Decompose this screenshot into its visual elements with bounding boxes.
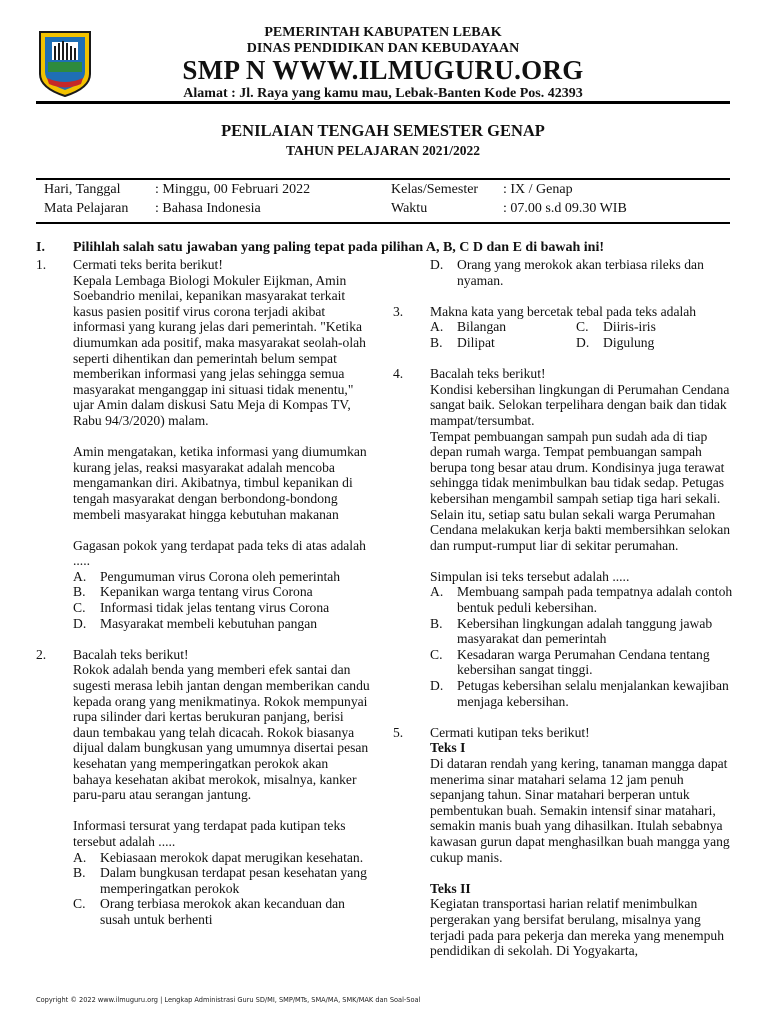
passage-paragraph: Rokok adalah benda yang memberi efek santai dan sugesti merasa lebih jantan dengan memberikan candu kepada orang yang menikmatinya. Rokok mempunyai rupa silinder dari kertas berukuran panjang, berisi daun tembakau yang telah dicacah. Rokok biasanya dijual dalam bungkusan yang umumnya disertai pesan kesehatan yang memperingatkan perokok akan bahaya kesehatan akibat merokok, misalnya, kanker paru-paru atau serangan jantung.: [73, 662, 370, 803]
option-text: Kebersihan lingkungan adalah tanggung jawab masyarakat dan pemerintah: [457, 615, 713, 647]
passage-paragraph: Amin mengatakan, ketika informasi yang diumumkan kurang jelas, reaksi masyarakat adalah mencoba mengamankan diri. Akibatnya, timbul kepanikan di tengah masyarakat dengan berbondong-bondong membeli masyarakat hingga kebutuhan makanan: [73, 444, 367, 522]
option-letter: D.: [73, 615, 87, 631]
option-text: Orang yang merokok akan terbiasa rileks dan nyaman.: [457, 257, 704, 288]
question-intro: Cermati teks berita berikut!: [73, 257, 223, 272]
option-text: Pengumuman virus Corona oleh pemerintah: [100, 568, 341, 584]
option-d[interactable]: [430, 678, 733, 709]
question-number: 3.: [393, 303, 404, 319]
option-letter: D.: [430, 257, 444, 272]
question-number: 5.: [393, 724, 404, 740]
school-name: SMP N WWW.ILMUGURU.ORG: [182, 55, 584, 85]
option-b[interactable]: [430, 616, 733, 647]
section-number: I.: [36, 240, 45, 255]
section-instruction: Pilihlah salah satu jawaban yang paling tepat pada pilihan A, B, C D dan E di bawah ini!: [73, 240, 605, 255]
question-number: 1.: [36, 257, 47, 272]
government-name: PEMERINTAH KABUPATEN LEBAK: [264, 25, 502, 40]
question-intro: Bacalah teks berikut!: [73, 646, 189, 662]
exam-year: TAHUN PELAJARAN 2021/2022: [285, 143, 480, 158]
right-column: [393, 257, 733, 959]
option-b[interactable]: [73, 865, 370, 896]
option-c[interactable]: [430, 647, 733, 678]
text-one-title: Teks I: [430, 740, 466, 756]
option-letter: C.: [73, 600, 86, 616]
question-prompt: Informasi tersurat yang terdapat pada kutipan teks tersebut adalah .....: [73, 818, 346, 849]
option-text: Orang terbiasa merokok akan kecanduan dan susah untuk berhenti: [100, 896, 345, 927]
option-text[interactable]: Digulung: [603, 334, 655, 350]
option-letter: B.: [73, 865, 86, 881]
page-footer: Copyright © 2022 www.ilmuguru.org | Lengkap Administrasi Guru SD/MI, SMP/MTs, SMA/MA, SMK/MAK dan Soal-Soal: [36, 996, 421, 1004]
time-label: Waktu: [391, 201, 428, 216]
option-row: [430, 319, 733, 335]
letterhead-divider: [36, 101, 730, 104]
department-name: DINAS PENDIDIKAN DAN KEBUDAYAAN: [246, 41, 520, 56]
school-address: Alamat : Jl. Raya yang kamu mau, Lebak-Banten Kode Pos. 42393: [183, 86, 583, 101]
option-text: Kesadaran warga Perumahan Cendana tentang kebersihan sangat tinggi.: [457, 646, 710, 678]
option-row: [430, 335, 733, 351]
option-letter: D.: [430, 678, 444, 694]
option-letter: C.: [576, 319, 589, 335]
option-letter: C.: [430, 646, 443, 662]
option-text: Kebiasaan merokok dapat merugikan kesehatan.: [100, 849, 364, 865]
info-top-rule: [36, 178, 730, 180]
option-letter: A.: [430, 319, 444, 335]
question-number: 2.: [36, 646, 47, 662]
question-intro: Cermati kutipan teks berikut!: [430, 724, 590, 740]
question-number: 4.: [393, 366, 404, 382]
question-2: [36, 647, 370, 928]
question-prompt: Gagasan pokok yang terdapat pada teks di atas adalah .....: [73, 537, 366, 569]
passage-paragraph: Kondisi kebersihan lingkungan di Perumahan Cendana sangat baik. Selokan terpelihara dengan baik dan tidak mampat/tersumbat.: [430, 381, 730, 428]
exam-title: PENILAIAN TENGAH SEMESTER GENAP: [221, 121, 545, 140]
option-text: Petugas kebersihan selalu menjalankan kewajiban menjaga kebersihan.: [457, 678, 729, 709]
option-letter: B.: [430, 615, 443, 631]
option-text: Dalam bungkusan terdapat pesan kesehatan yang memperingatkan perokok: [100, 865, 367, 896]
option-text[interactable]: Diiris-iris: [603, 319, 656, 335]
option-letter: C.: [73, 896, 86, 912]
question-prompt: Simpulan isi teks tersebut adalah .....: [430, 568, 630, 584]
option-text: Membuang sampah pada tempatnya adalah contoh bentuk peduli kebersihan.: [457, 584, 733, 616]
text-one-body: Di dataran rendah yang kering, tanaman mangga dapat menerima sinar matahari selama 12 jam penuh sepanjang tahun. Sinar matahari berperan untuk pembentukan buah. Semakin intensif sinar matahari, semakin manis buah yang dihasilkan. Itulah sebabnya kawasan gurun dapat menghasilkan buah mangga yang cukup manis.: [430, 756, 730, 865]
option-a[interactable]: [430, 584, 733, 615]
question-2-continued: [393, 257, 733, 288]
option-text: Kepanikan warga tentang virus Corona: [100, 584, 313, 600]
question-1: [36, 257, 370, 631]
option-letter: A.: [430, 584, 444, 600]
option-letter: D.: [576, 334, 590, 350]
option-c[interactable]: [73, 896, 370, 927]
option-text[interactable]: Dilipat: [457, 334, 495, 350]
question-intro: Bacalah teks berikut!: [430, 366, 546, 382]
option-text[interactable]: Bilangan: [457, 319, 507, 335]
question-5: [393, 725, 733, 959]
text-two-title: Teks II: [430, 880, 471, 896]
text-two-body: Kegiatan transportasi harian relatif menimbulkan pergerakan yang bersifat berulang, misalnya yang terjadi pada para pekerja dan mereka yang menempuh pendidikan di sekolah. Di Yogyakarta,: [430, 896, 725, 959]
class-value: : IX / Genap: [503, 182, 573, 197]
passage-paragraph: Kepala Lembaga Biologi Mokuler Eijkman, Amin Soebandrio menilai, kepanikan masyarakat terkait kasus pasien positif virus corona terjadi akibat informasi yang kurang jelas dari pemerintah. "Ketika diumumkan ada positif, maka masyarakat seolah-olah seperti dihentikan dan pemerintah belum sempat memberikan informasi yang jelas sehingga semua masyarakat menganggap ini situasi tidak menentu," ujar Amin dalam diskusi Satu Meja di Kompas TV, Rabu 94/3/2020) malam.: [73, 272, 366, 428]
day-value: : Minggu, 00 Februari 2022: [155, 182, 311, 197]
time-value: : 07.00 s.d 09.30 WIB: [503, 201, 627, 216]
day-label: Hari, Tanggal: [44, 182, 121, 197]
option-letter: A.: [73, 849, 87, 865]
subject-label: Mata Pelajaran: [44, 201, 129, 216]
option-a[interactable]: [73, 850, 370, 866]
option-a[interactable]: [73, 569, 370, 585]
option-b[interactable]: [73, 584, 370, 600]
info-bottom-rule: [36, 222, 730, 224]
class-label: Kelas/Semester: [391, 182, 479, 197]
option-text: Masyarakat membeli kebutuhan pangan: [100, 615, 318, 631]
question-prompt: Makna kata yang bercetak tebal pada teks adalah: [430, 303, 697, 319]
option-d[interactable]: [73, 616, 370, 632]
option-letter: B.: [73, 584, 86, 600]
option-d[interactable]: [430, 257, 733, 288]
option-text: Informasi tidak jelas tentang virus Corona: [100, 600, 330, 616]
passage-paragraph: Tempat pembuangan sampah pun sudah ada di tiap depan rumah warga. Tempat pembuangan sampah berupa tong besar atau drum. Kondisinya juga terawat sehingga tidak menimbulkan bau tidak sedap. Petugas kebersihan mengambil sampah setiap tiga hari sekali. Selain itu, setiap satu bulan sekali warga Perumahan Cendana melakukan kerja bakti membersihkan selokan dan rumput-rumput liar di sekitar perumahan.: [430, 428, 731, 553]
question-3: [393, 304, 733, 351]
subject-value: : Bahasa Indonesia: [155, 201, 261, 216]
option-c[interactable]: [73, 600, 370, 616]
left-column: [36, 257, 370, 928]
option-letter: B.: [430, 334, 443, 350]
question-4: [393, 366, 733, 709]
option-letter: A.: [73, 568, 87, 584]
